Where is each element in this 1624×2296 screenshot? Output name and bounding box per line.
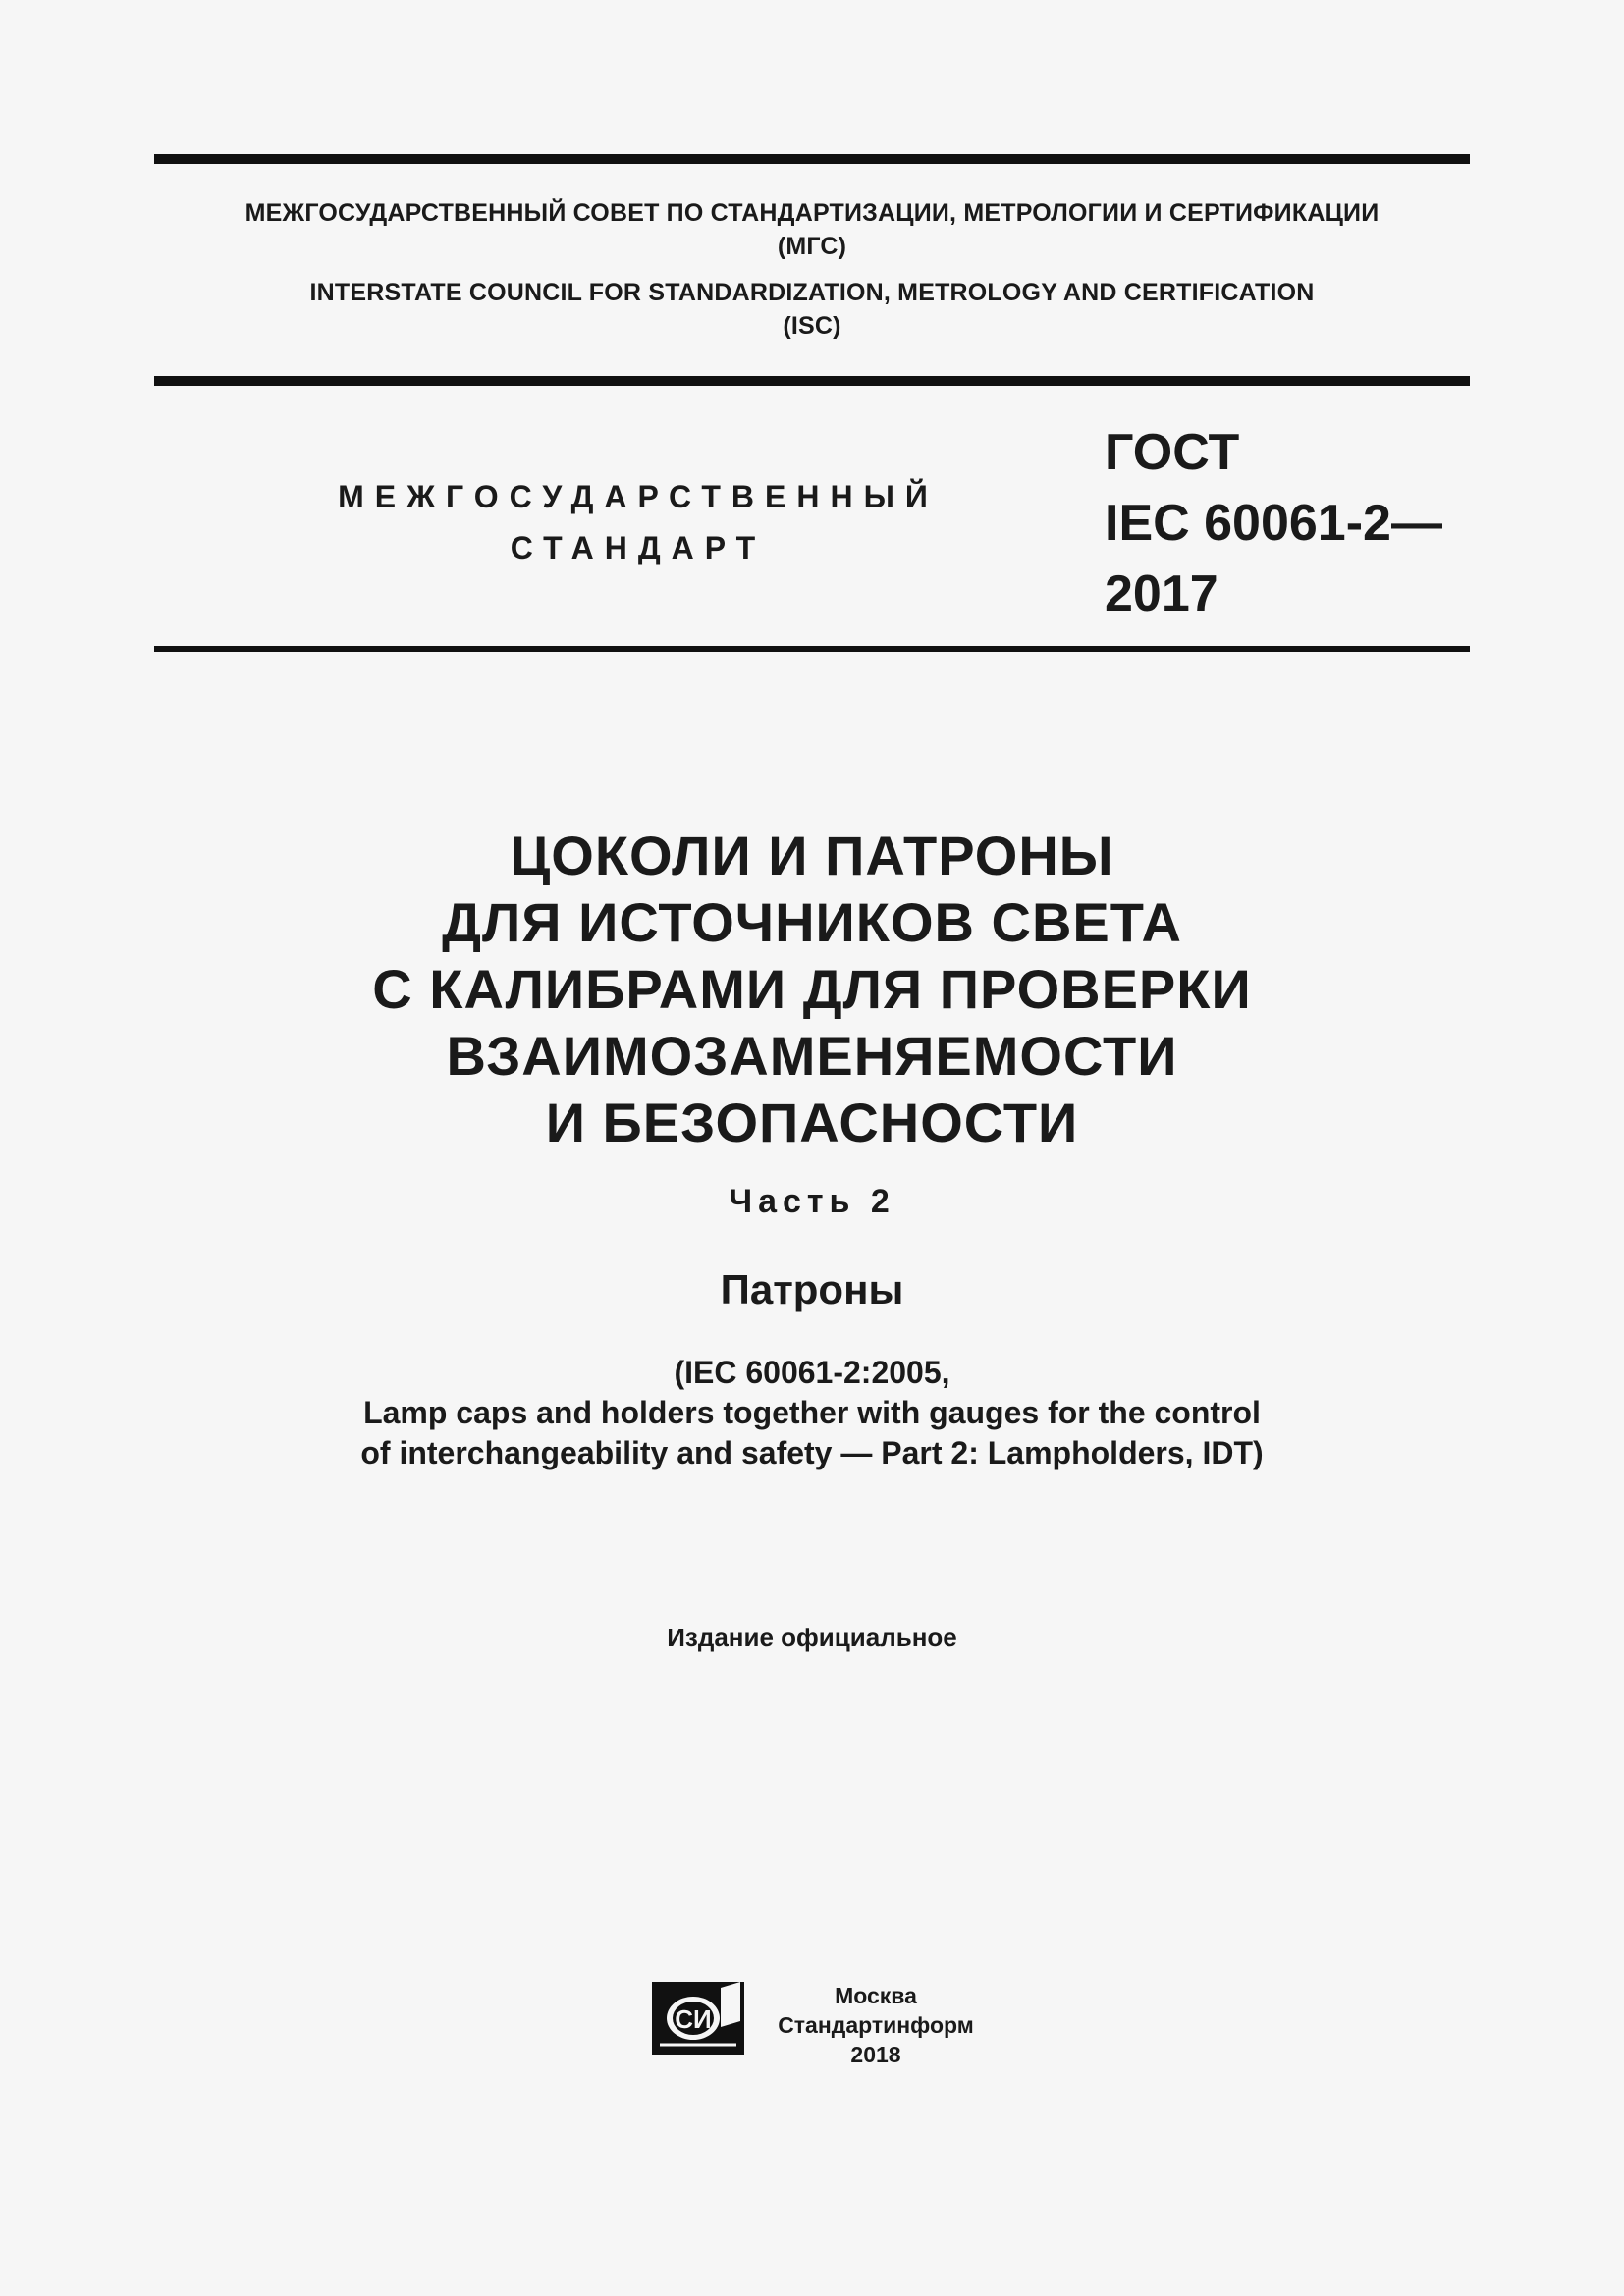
standard-number-line1: ГОСТ: [1105, 424, 1240, 481]
council-name-en-text: INTERSTATE COUNCIL FOR STANDARDIZATION, METROLOGY AND CERTIFICATION: [309, 279, 1315, 306]
section-rule: [154, 646, 1470, 652]
title-line: ДЛЯ ИСТОЧНИКОВ СВЕТА: [442, 891, 1182, 953]
standard-type-label: [295, 471, 982, 573]
header-rule: [154, 376, 1470, 386]
logo-text: СИ: [675, 2004, 712, 2034]
title-line: ВЗАИМОЗАМЕНЯЕМОСТИ: [446, 1025, 1178, 1087]
iec-reference-line3: of interchangeability and safety — Part 2: Lampholders, IDT): [360, 1435, 1264, 1470]
top-rule: [154, 154, 1470, 164]
standard-number-line3: 2017: [1105, 565, 1218, 622]
standard-type-line2: СТАНДАРТ: [510, 530, 767, 565]
iec-reference: [154, 1353, 1470, 1473]
publisher-info: [756, 1981, 996, 2069]
standard-number: [1105, 417, 1442, 629]
publication-year: 2018: [850, 2042, 901, 2067]
standartinform-logo-icon: [652, 1982, 744, 2055]
document-title: [154, 823, 1470, 1156]
iec-reference-line1: (IEC 60061-2:2005,: [674, 1355, 950, 1390]
edition-label: Издание официальное: [667, 1623, 957, 1652]
title-line: ЦОКОЛИ И ПАТРОНЫ: [510, 825, 1114, 886]
council-abbr-en: (ISC): [783, 312, 841, 340]
standard-type-line1: МЕЖГОСУДАРСТВЕННЫЙ: [338, 479, 939, 514]
council-name-en: [154, 276, 1470, 343]
iec-reference-line2: Lamp caps and holders together with gauges for the control: [363, 1395, 1261, 1430]
title-line: И БЕЗОПАСНОСТИ: [545, 1092, 1079, 1153]
publisher-name: Стандартинформ: [778, 2012, 974, 2038]
council-name-ru-text: МЕЖГОСУДАРСТВЕННЫЙ СОВЕТ ПО СТАНДАРТИЗАЦИИ, МЕТРОЛОГИИ И СЕРТИФИКАЦИИ: [244, 199, 1380, 227]
council-name-ru: [154, 196, 1470, 263]
publisher-city: Москва: [835, 1983, 917, 2008]
council-abbr-ru: (МГС): [777, 233, 847, 260]
part-title: Патроны: [720, 1266, 904, 1312]
standard-number-line2: IEC 60061-2—: [1105, 495, 1442, 552]
title-line: С КАЛИБРАМИ ДЛЯ ПРОВЕРКИ: [372, 958, 1252, 1020]
part-number: Часть 2: [729, 1183, 895, 1220]
